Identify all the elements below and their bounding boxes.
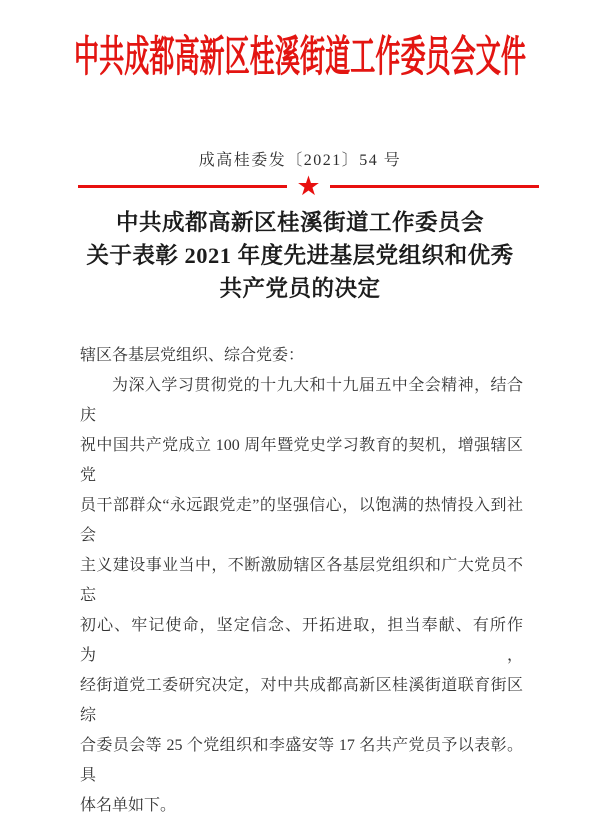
- document-title-line-1: 中共成都高新区桂溪街道工作委员会: [115, 210, 484, 235]
- body-line: 合委员会等 25 个党组织和李盛安等 17 名共产党员予以表彰。具: [80, 737, 523, 784]
- body-line: 为深入学习贯彻党的十九大和十九届五中全会精神，结合庆: [80, 377, 523, 424]
- body-line: 经街道党工委研究决定，对中共成都高新区桂溪街道联育街区综: [80, 677, 523, 724]
- divider-line-right: [330, 185, 539, 188]
- body-line: 初心、牢记使命，坚定信念、开拓进取，担当奉献、有所作为，: [80, 617, 523, 664]
- body-line: 体名单如下。: [80, 797, 177, 814]
- document-title-line-2: 关于表彰 2021 年度先进基层党组织和优秀: [86, 243, 514, 268]
- document-body: [80, 341, 523, 821]
- body-line: 祝中国共产党成立 100 周年暨党史学习教育的契机，增强辖区党: [80, 437, 523, 484]
- salutation-line: 辖区各基层党组织、综合党委：: [80, 347, 305, 364]
- star-icon: ★: [296, 170, 321, 202]
- document-number: 成高桂委发〔2021〕54 号: [198, 152, 402, 169]
- red-divider: [78, 172, 539, 200]
- body-line: 主义建设事业当中，不断激励辖区各基层党组织和广大党员不忘: [80, 557, 523, 604]
- document-title-line-3: 共产党员的决定: [219, 276, 381, 301]
- body-line: 员干部群众“永远跟党走”的坚强信心，以饱满的热情投入到社会: [80, 497, 523, 544]
- letterhead: [0, 22, 600, 81]
- document-title: [0, 206, 600, 305]
- letterhead-org-title: 中共成都高新区桂溪街道工作委员会文件: [74, 33, 526, 81]
- divider-line-left: [78, 185, 287, 188]
